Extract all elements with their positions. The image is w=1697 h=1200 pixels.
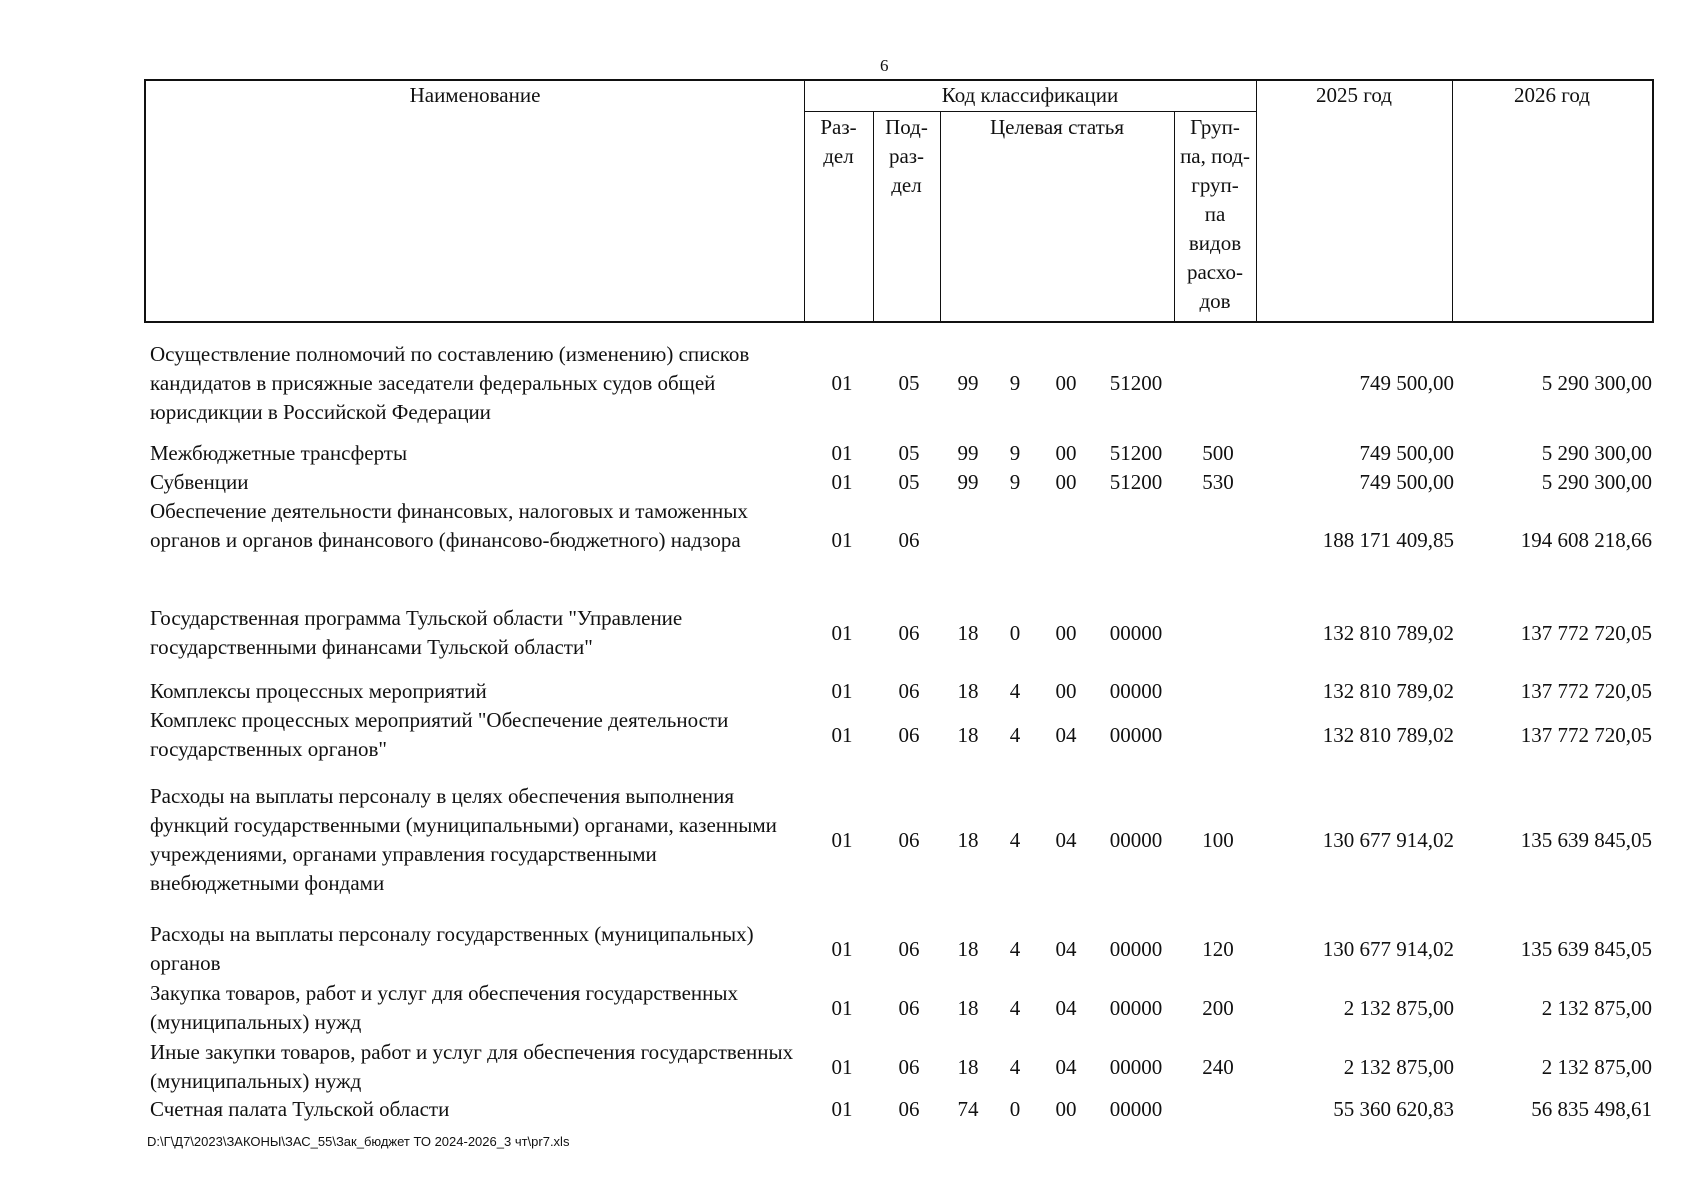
row-name: Расходы на выплаты персоналу государственных (муниципальных) органов [150,922,754,975]
row-cs3: 04 [1055,996,1077,1020]
header-group-line: Груп- [1190,115,1240,139]
row-y2025: 130 677 914,02 [1322,937,1454,961]
header-target-article: Целевая статья [989,115,1125,139]
row-y2025: 749 500,00 [1359,470,1454,494]
header-group-line: видов [1188,231,1242,255]
row-cs3: 00 [1055,470,1077,494]
table-row [0,920,1697,978]
row-podrazdel: 05 [898,371,920,395]
header-podrazdel-line: дел [891,173,922,197]
row-podrazdel: 06 [898,528,920,552]
header-group-line: дов [1199,289,1231,313]
row-razdel: 01 [831,679,853,703]
row-cs4: 00000 [1109,1097,1163,1121]
row-y2025: 132 810 789,02 [1322,723,1454,747]
header-razdel-line: Раз- [820,115,857,139]
row-cs4: 00000 [1109,937,1163,961]
row-y2026: 2 132 875,00 [1541,1055,1652,1079]
header-razdel-line: дел [823,144,854,168]
row-y2025: 55 360 620,83 [1333,1097,1454,1121]
row-podrazdel: 06 [898,1097,920,1121]
row-cs1: 18 [957,723,979,747]
row-group: 530 [1202,470,1234,494]
row-cs1: 18 [957,996,979,1020]
row-cs1: 18 [957,937,979,961]
row-name: Закупка товаров, работ и услуг для обеспечения государственных (муниципальных) нужд [150,981,739,1034]
row-cs2: 4 [1009,679,1021,703]
header-razdel [804,113,873,171]
header-podrazdel-line: раз- [888,144,925,168]
row-cs3: 00 [1055,679,1077,703]
header-divider [1452,81,1453,321]
row-cs1: 74 [957,1097,979,1121]
row-name: Осуществление полномочий по составлению (изменению) списков кандидатов в присяжные заседатели федеральных судов общей юрисдикции в Российской Федерации [150,342,750,424]
header-divider [940,111,941,321]
row-podrazdel: 06 [898,828,920,852]
row-cs4: 51200 [1109,470,1163,494]
row-y2025: 2 132 875,00 [1343,996,1454,1020]
row-y2026: 137 772 720,05 [1520,679,1652,703]
row-cs3: 04 [1055,1055,1077,1079]
row-podrazdel: 05 [898,470,920,494]
table-row [0,1095,1697,1124]
row-cs1: 18 [957,679,979,703]
row-razdel: 01 [831,371,853,395]
row-cs3: 04 [1055,937,1077,961]
row-podrazdel: 06 [898,723,920,747]
row-name: Межбюджетные трансферты [150,441,408,465]
row-cs3: 00 [1055,1097,1077,1121]
header-classification: Код классификации [941,83,1119,107]
row-y2025: 749 500,00 [1359,371,1454,395]
row-y2026: 135 639 845,05 [1520,828,1652,852]
row-cs2: 0 [1009,1097,1021,1121]
row-name: Обеспечение деятельности финансовых, налоговых и таможенных органов и органов финансового (финансово-бюджетного) надзора [150,499,748,552]
row-y2025: 132 810 789,02 [1322,621,1454,645]
row-y2025: 188 171 409,85 [1322,528,1454,552]
row-name: Счетная палата Тульской области [150,1097,450,1121]
row-cs4: 51200 [1109,441,1163,465]
header-group [1174,113,1256,316]
row-cs2: 4 [1009,723,1021,747]
row-name: Государственная программа Тульской области "Управление государственными финансами Тульской области" [150,606,683,659]
row-cs2: 0 [1009,621,1021,645]
row-cs3: 00 [1055,621,1077,645]
row-cs1: 99 [957,371,979,395]
header-podrazdel-line: Под- [885,115,928,139]
row-cs1: 18 [957,621,979,645]
row-y2026: 56 835 498,61 [1531,1097,1652,1121]
table-row [0,604,1697,662]
row-podrazdel: 06 [898,996,920,1020]
row-name: Комплексы процессных мероприятий [150,679,487,703]
table-row [0,439,1697,468]
row-cs2: 4 [1009,937,1021,961]
row-podrazdel: 06 [898,621,920,645]
row-cs4: 00000 [1109,828,1163,852]
row-group: 200 [1202,996,1234,1020]
row-cs3: 04 [1055,723,1077,747]
row-razdel: 01 [831,996,853,1020]
header-divider [804,111,1256,112]
row-y2026: 194 608 218,66 [1520,528,1652,552]
row-cs4: 00000 [1109,996,1163,1020]
row-group: 120 [1202,937,1234,961]
row-cs2: 9 [1009,371,1021,395]
row-name: Субвенции [150,470,249,494]
row-razdel: 01 [831,1055,853,1079]
row-y2026: 5 290 300,00 [1541,470,1652,494]
header-group-line: груп- [1191,173,1239,197]
header-group-line: расхо- [1186,260,1244,284]
row-razdel: 01 [831,1097,853,1121]
row-razdel: 01 [831,470,853,494]
header-year-2025: 2025 год [1316,83,1392,107]
row-cs1: 99 [957,470,979,494]
header-divider [1256,81,1257,321]
row-cs2: 4 [1009,996,1021,1020]
row-y2026: 135 639 845,05 [1520,937,1652,961]
row-y2026: 137 772 720,05 [1520,621,1652,645]
row-y2026: 137 772 720,05 [1520,723,1652,747]
table-row [0,1038,1697,1096]
row-cs2: 9 [1009,470,1021,494]
table-row [0,497,1697,584]
row-y2026: 2 132 875,00 [1541,996,1652,1020]
row-cs4: 00000 [1109,723,1163,747]
row-cs1: 99 [957,441,979,465]
table-row [0,979,1697,1037]
row-razdel: 01 [831,723,853,747]
row-name: Расходы на выплаты персоналу в целях обеспечения выполнения функций государственными (муниципальными) органами, казенными учреждениями, органами управления государственными внебюджетными фондами [150,784,777,895]
row-cs2: 9 [1009,441,1021,465]
table-row [0,468,1697,497]
row-y2025: 749 500,00 [1359,441,1454,465]
row-podrazdel: 06 [898,679,920,703]
header-group-line: па [1204,202,1226,226]
row-cs3: 00 [1055,371,1077,395]
row-group: 500 [1202,441,1234,465]
table-row [0,677,1697,706]
header-name: Наименование [409,83,541,107]
row-name: Иные закупки товаров, работ и услуг для обеспечения государственных (муниципальных) нужд [150,1040,794,1093]
row-y2025: 2 132 875,00 [1343,1055,1454,1079]
table-row [0,782,1697,898]
row-cs2: 4 [1009,828,1021,852]
table-row [0,706,1697,764]
row-razdel: 01 [831,621,853,645]
row-y2026: 5 290 300,00 [1541,441,1652,465]
row-razdel: 01 [831,828,853,852]
row-group: 240 [1202,1055,1234,1079]
header-podrazdel [873,113,940,200]
table-header [144,79,1654,323]
header-year-2026: 2026 год [1514,83,1590,107]
row-name: Комплекс процессных мероприятий "Обеспечение деятельности государственных органов" [150,708,729,761]
table-row [0,340,1697,427]
header-group-line: па, под- [1180,144,1250,168]
row-cs2: 4 [1009,1055,1021,1079]
row-cs3: 00 [1055,441,1077,465]
row-razdel: 01 [831,937,853,961]
row-razdel: 01 [831,528,853,552]
row-y2026: 5 290 300,00 [1541,371,1652,395]
row-podrazdel: 06 [898,937,920,961]
row-y2025: 132 810 789,02 [1322,679,1454,703]
row-razdel: 01 [831,441,853,465]
row-group: 100 [1202,828,1234,852]
row-cs4: 00000 [1109,621,1163,645]
page-number: 6 [880,56,889,75]
row-podrazdel: 06 [898,1055,920,1079]
row-podrazdel: 05 [898,441,920,465]
row-cs1: 18 [957,828,979,852]
footer-file-path: D:\Г\Д7\2023\ЗАКОНЫ\ЗАС_55\Зак_бюджет ТО 2024-2026_3 чт\pr7.xls [147,1134,570,1149]
row-cs4: 00000 [1109,679,1163,703]
row-cs4: 00000 [1109,1055,1163,1079]
row-cs1: 18 [957,1055,979,1079]
row-cs4: 51200 [1109,371,1163,395]
row-y2025: 130 677 914,02 [1322,828,1454,852]
row-cs3: 04 [1055,828,1077,852]
